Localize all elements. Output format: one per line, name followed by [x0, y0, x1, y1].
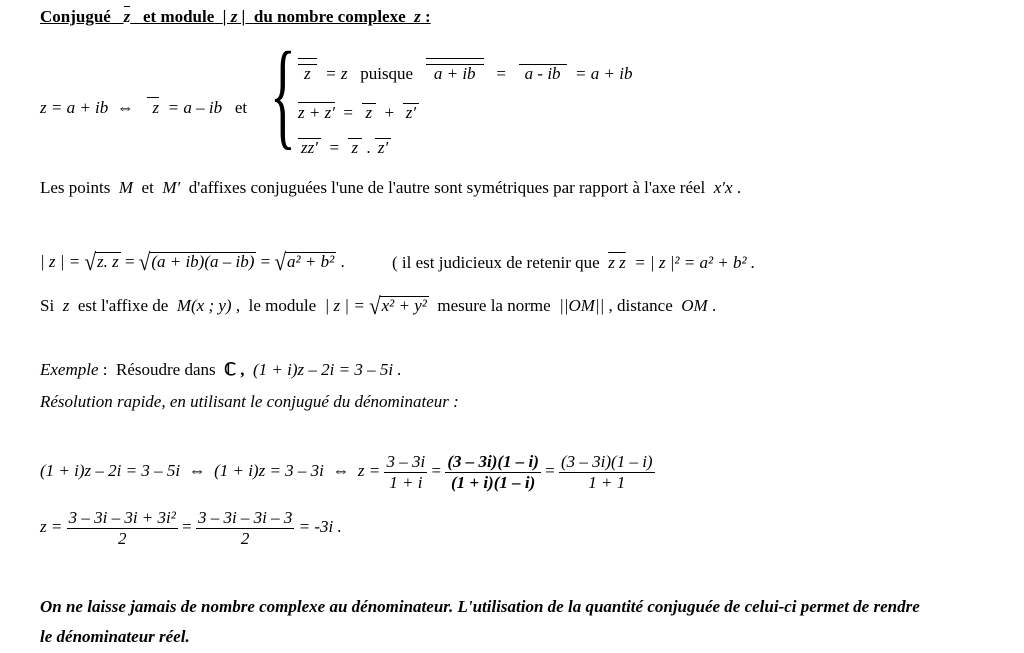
title-part2: et module: [142, 7, 215, 26]
p2-a: z: [362, 103, 377, 122]
sol-eqC: =: [182, 516, 192, 536]
mod-zz: z z: [608, 253, 626, 272]
modulus-line: [40, 250, 345, 275]
norm-mod: | z | =: [324, 296, 365, 315]
mod-note: ( il est judicieux de retenir que: [392, 253, 600, 272]
property-conjugate-sum: [298, 102, 419, 123]
p1-bar2: a - ib: [519, 64, 567, 83]
norm-M: M(x ; y) ,: [176, 296, 241, 315]
title-mod: | z |: [222, 7, 246, 26]
p3-dot: .: [366, 138, 371, 157]
f2-num: (3 – 3i)(1 – i): [447, 452, 539, 471]
sym-M: M: [118, 178, 134, 197]
sol-l1a: (1 + i)z – 2i = 3 – 5i: [40, 460, 181, 480]
title-zbar: z: [123, 7, 131, 26]
fraction-4: [67, 508, 178, 548]
p3-lhs: zz′: [298, 138, 321, 157]
p2-eq: =: [343, 103, 354, 122]
sol-equiv1: ⇔: [188, 460, 206, 480]
f1-num: 3 – 3i: [386, 452, 426, 471]
example-t1: Résoudre dans: [116, 360, 216, 379]
f5-num: 3 – 3i – 3i – 3: [197, 508, 293, 527]
sym-end: .: [736, 178, 742, 197]
f5-den: 2: [240, 528, 250, 548]
norm-si: Si: [40, 296, 55, 315]
sym-Mp: M′: [162, 178, 181, 197]
definition-line: [40, 97, 247, 118]
mod-eq2: =: [124, 252, 135, 271]
p2-plus: +: [384, 103, 395, 122]
p1-bar1: a + ib: [426, 64, 484, 83]
norm-OM: ||OM||: [559, 296, 605, 315]
p1-puisque: puisque: [360, 64, 414, 83]
mod-dot: .: [340, 252, 345, 271]
sol-result: = -3i .: [298, 516, 342, 536]
f4-num: 3 – 3i – 3i + 3i²: [68, 508, 176, 527]
fraction-3: [559, 452, 655, 492]
example-line: [40, 360, 402, 380]
modulus-note: [392, 253, 755, 273]
sol-l2z: z =: [40, 516, 63, 536]
mod-rad1: z. z: [96, 252, 119, 271]
example-C: ℂ ,: [224, 360, 245, 379]
p3-b: z′: [375, 138, 391, 157]
f4-den: 2: [117, 528, 127, 548]
title-part1: Conjugué: [40, 7, 111, 26]
mod-lhs: | z | =: [40, 252, 81, 271]
example-colon: :: [102, 360, 108, 379]
sqrt-3: √a² + b²: [274, 248, 335, 276]
norm-t2: le module: [248, 296, 317, 315]
def-et: et: [234, 98, 248, 117]
sym-axis: x′x: [713, 178, 733, 197]
sqrt-4: √x² + y²: [369, 292, 427, 320]
norm-t3: mesure la norme: [437, 296, 551, 315]
solution-line-1: [40, 452, 655, 492]
sol-equiv2: ⇔: [332, 460, 350, 480]
property-conjugate-product: [298, 138, 391, 158]
sol-eqA: =: [431, 460, 442, 480]
norm-dist: OM: [681, 296, 708, 315]
p2-lhs: z + z′: [298, 103, 335, 122]
solution-line-2: [40, 508, 342, 548]
fraction-5: [196, 508, 294, 548]
example-label: Exemple: [40, 360, 99, 379]
norm-line: [40, 294, 716, 319]
p1-end: = a + ib: [575, 64, 633, 83]
sym-text1: Les points: [40, 178, 111, 197]
title-part3: du nombre complexe: [253, 7, 406, 26]
f2-den: (1 + i)(1 – i): [450, 472, 536, 492]
mod-eq3: =: [260, 252, 271, 271]
title-colon: :: [425, 7, 431, 26]
example-eq: (1 + i)z – 2i = 3 – 5i .: [253, 360, 402, 379]
p3-eq: =: [329, 138, 340, 157]
def-rhs: = a – ib: [167, 98, 223, 117]
def-lhs: z = a + ib: [40, 98, 109, 117]
fraction-1: [384, 452, 427, 492]
norm-end: .: [711, 296, 717, 315]
property-conjugate-of-conjugate: z = z puisque a + ib = a - ib = a + ib: [298, 58, 632, 84]
system-brace: {: [270, 27, 296, 160]
norm-t1: est l'affixe de: [77, 296, 169, 315]
sqrt-1: √z. z: [84, 248, 119, 276]
sol-eqB: =: [545, 460, 555, 480]
sym-et: et: [141, 178, 154, 197]
conclusion-line-2: le dénominateur réel.: [40, 627, 190, 646]
fraction-2: [445, 452, 541, 492]
sol-l1b: (1 + i)z = 3 – 3i: [214, 460, 324, 480]
f3-den: 1 + 1: [588, 472, 626, 492]
mod-rad2: (a + ib)(a – ib): [151, 252, 255, 271]
p3-a: z: [348, 138, 363, 157]
section-title: [40, 6, 431, 27]
f1-den: 1 + i: [389, 472, 423, 492]
mod-note-eq: = | z |² = a² + b² .: [634, 253, 756, 272]
example-subtitle: Résolution rapide, en utilisant le conjugué du dénominateur :: [40, 392, 459, 411]
conclusion-line-1: On ne laisse jamais de nombre complexe au dénominateur. L'utilisation de la quantité conjuguée de celui-ci permet de rendre: [40, 597, 920, 616]
title-z: z: [414, 7, 421, 26]
norm-z: z: [62, 296, 70, 315]
sqrt-2: √(a + ib)(a – ib): [138, 248, 255, 276]
sol-l1c: z =: [357, 460, 381, 480]
p1-eq: =: [496, 64, 506, 83]
p2-b: z′: [403, 103, 419, 122]
norm-t4: , distance: [608, 296, 673, 315]
def-equiv: ⇔: [116, 98, 134, 117]
norm-rad: x² + y²: [381, 296, 427, 315]
symmetry-line: [40, 178, 741, 198]
def-zbar: z: [147, 97, 160, 117]
f3-num: (3 – 3i)(1 – i): [561, 452, 653, 471]
sym-text2: d'affixes conjuguées l'une de l'autre sont symétriques par rapport à l'axe réel: [188, 178, 706, 197]
p1-rhs: = z: [325, 64, 348, 83]
mod-rad3: a² + b²: [287, 252, 335, 271]
